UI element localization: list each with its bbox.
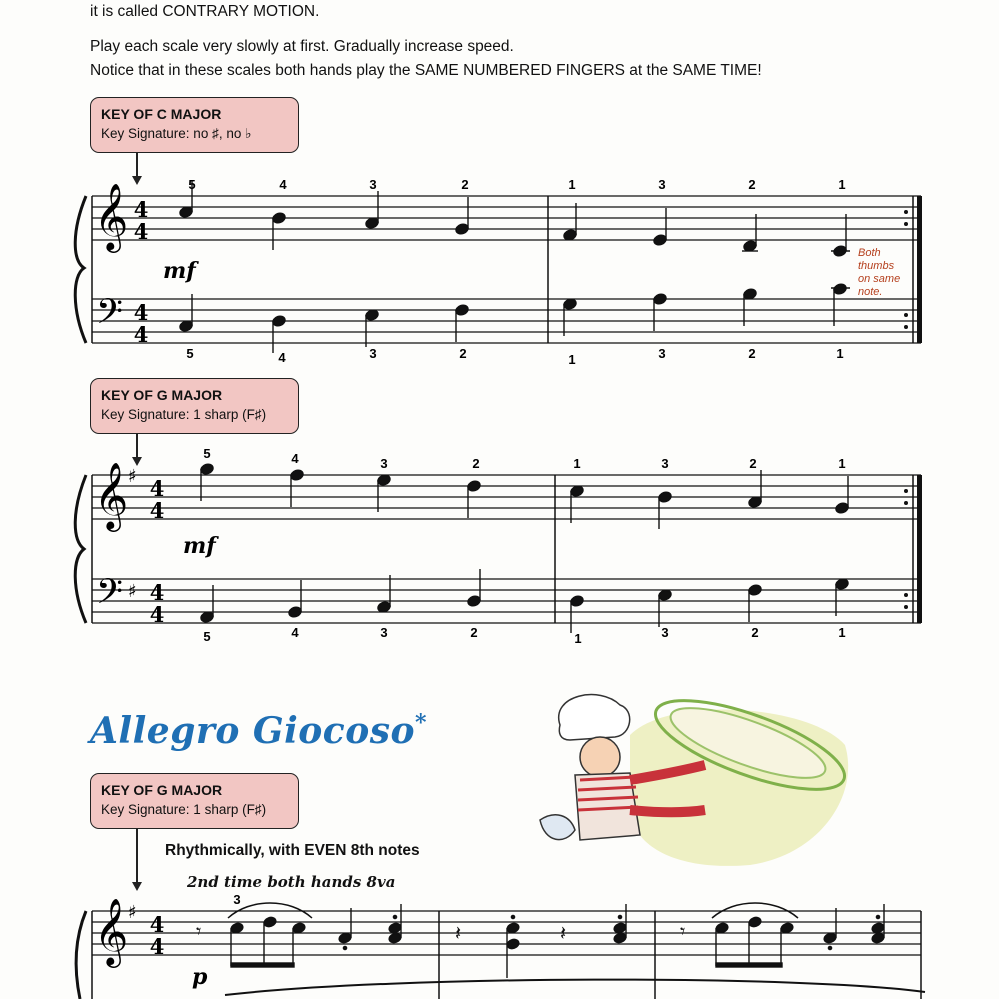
finger-number: 2 xyxy=(470,625,478,640)
beamed-eighths xyxy=(230,916,306,967)
finger-number: 1 xyxy=(568,352,576,367)
finger-number: 1 xyxy=(568,177,576,192)
note xyxy=(831,283,850,326)
finger-number: 4 xyxy=(279,177,287,192)
finger-number: 2 xyxy=(459,346,467,361)
finger-number: 2 xyxy=(461,177,469,192)
finger-number: 1 xyxy=(838,625,846,640)
note xyxy=(563,298,578,336)
finger-number: 4 xyxy=(291,625,299,640)
key-title: KEY OF C MAJOR xyxy=(101,106,222,122)
finger-number: 3 xyxy=(380,625,388,640)
brace xyxy=(76,911,86,999)
finger-number: 5 xyxy=(186,346,194,361)
time-sig-top: 4 xyxy=(149,580,165,605)
chord xyxy=(506,915,520,978)
finger-number: 2 xyxy=(751,625,759,640)
treble-clef: 𝄞 xyxy=(94,461,129,529)
note xyxy=(831,214,850,257)
note xyxy=(200,463,215,501)
note xyxy=(748,584,763,622)
key-sharp: ♯ xyxy=(128,902,137,923)
note xyxy=(272,315,287,353)
finger-number: 2 xyxy=(748,346,756,361)
eighth-rest: 𝄾 xyxy=(196,919,202,943)
grand-staff-g-major xyxy=(0,445,940,655)
grand-staff-c-major xyxy=(0,170,940,370)
note xyxy=(467,480,482,518)
note xyxy=(742,214,758,252)
note xyxy=(653,208,668,246)
annotation-line: Both xyxy=(858,247,881,259)
phrase-slur xyxy=(225,980,925,995)
key-signature: Key Signature: 1 sharp (F♯) xyxy=(101,407,267,422)
key-sharp: ♯ xyxy=(128,581,137,602)
intro-line-2: Play each scale very slowly at first. Gradually increase speed. xyxy=(90,38,514,55)
repeat-dots xyxy=(904,489,908,609)
intro-line-3: Notice that in these scales both hands play the SAME NUMBERED FINGERS at the SAME TIME! xyxy=(90,62,762,79)
bass-clef: 𝄢 xyxy=(96,571,124,620)
note xyxy=(570,595,585,633)
annotation-line: on same xyxy=(858,273,901,285)
time-sig-top: 4 xyxy=(149,476,165,501)
finger-number: 2 xyxy=(749,456,757,471)
note xyxy=(377,474,392,512)
time-sig-bottom: 4 xyxy=(133,219,149,244)
note xyxy=(377,575,392,613)
note xyxy=(563,203,578,241)
note xyxy=(365,191,380,229)
finger-number: 3 xyxy=(661,625,669,640)
note xyxy=(455,197,470,235)
time-sig-bottom: 4 xyxy=(133,322,149,347)
dynamic-p: p xyxy=(192,964,208,990)
chord xyxy=(613,904,627,944)
quarter-rest: 𝄽 xyxy=(455,921,462,945)
treble-clef: 𝄞 xyxy=(94,897,129,965)
piece-title xyxy=(90,710,427,752)
treble-clef: 𝄞 xyxy=(94,182,129,250)
note xyxy=(653,293,668,331)
note xyxy=(658,589,673,627)
finger-number: 1 xyxy=(838,456,846,471)
eighth-rest: 𝄾 xyxy=(680,919,686,943)
chef-pizza-illustration xyxy=(520,685,855,870)
time-sig-top: 4 xyxy=(133,300,149,325)
note xyxy=(835,476,850,514)
grand-staff-piece xyxy=(0,890,940,999)
chef-hat xyxy=(559,695,630,740)
intro-line-1: it is called CONTRARY MOTION. xyxy=(90,3,320,20)
quarter-rest: 𝄽 xyxy=(560,921,567,945)
note xyxy=(658,491,673,529)
note xyxy=(288,580,303,618)
finger-number: 3 xyxy=(380,456,388,471)
finger-number: 3 xyxy=(369,346,377,361)
finger-number: 2 xyxy=(748,177,756,192)
key-title: KEY OF G MAJOR xyxy=(101,782,223,798)
chef-face xyxy=(580,737,620,777)
finger-number: 3 xyxy=(661,456,669,471)
chord xyxy=(388,904,402,944)
octave-instruction: 2nd time both hands 8va xyxy=(187,873,396,891)
finger-number: 2 xyxy=(472,456,480,471)
note xyxy=(455,304,470,342)
final-barline-thick xyxy=(917,475,922,623)
finger-number: 4 xyxy=(291,451,299,466)
dynamic-mf: mf xyxy=(163,258,196,284)
finger-number: 1 xyxy=(838,177,846,192)
dynamic-mf: mf xyxy=(183,533,216,559)
note xyxy=(179,294,194,332)
finger-number: 5 xyxy=(203,629,211,644)
note xyxy=(200,585,215,623)
bass-clef: 𝄢 xyxy=(96,291,124,340)
finger-number: 1 xyxy=(574,631,582,646)
key-signature: Key Signature: 1 sharp (F♯) xyxy=(101,802,267,817)
finger-number: 1 xyxy=(573,456,581,471)
final-barline-thick xyxy=(917,196,922,343)
note xyxy=(365,309,380,347)
time-sig-top: 4 xyxy=(149,912,165,937)
finger-number: 3 xyxy=(369,177,377,192)
note xyxy=(467,569,482,607)
note xyxy=(570,485,585,523)
finger-number: 3 xyxy=(658,177,666,192)
key-title: KEY OF G MAJOR xyxy=(101,387,223,403)
piece-title-text: Allegro Giocoso xyxy=(90,710,416,752)
chef-arm xyxy=(630,810,705,812)
note xyxy=(272,212,287,250)
key-box-c-major xyxy=(90,97,299,153)
key-box-piece xyxy=(90,773,299,829)
title-footnote-mark: * xyxy=(415,710,428,736)
repeat-dots xyxy=(904,210,908,329)
beamed-eighths xyxy=(715,916,794,967)
brace xyxy=(75,475,86,623)
key-arrow xyxy=(136,829,138,889)
note xyxy=(835,578,850,616)
time-sig-bottom: 4 xyxy=(149,934,165,959)
finger-number: 3 xyxy=(233,892,241,907)
finger-number: 5 xyxy=(203,446,211,461)
finger-number: 3 xyxy=(658,346,666,361)
brace xyxy=(75,196,86,343)
key-sharp: ♯ xyxy=(128,466,137,487)
time-sig-bottom: 4 xyxy=(149,602,165,627)
finger-number: 1 xyxy=(836,346,844,361)
key-signature: Key Signature: no ♯, no ♭ xyxy=(101,126,252,141)
tempo-marking: Rhythmically, with EVEN 8th notes xyxy=(165,842,420,859)
note xyxy=(748,470,763,508)
time-sig-bottom: 4 xyxy=(149,498,165,523)
key-box-g-major xyxy=(90,378,299,434)
note xyxy=(290,469,305,507)
towel xyxy=(540,815,575,840)
staff-lines xyxy=(92,196,921,343)
chord xyxy=(871,904,885,944)
time-sig-top: 4 xyxy=(133,197,149,222)
annotation-line: thumbs xyxy=(858,260,895,272)
staff-lines xyxy=(92,475,921,623)
annotation-line: note. xyxy=(858,286,883,298)
finger-number: 5 xyxy=(188,177,196,192)
note xyxy=(743,288,758,326)
finger-number: 4 xyxy=(278,350,286,365)
